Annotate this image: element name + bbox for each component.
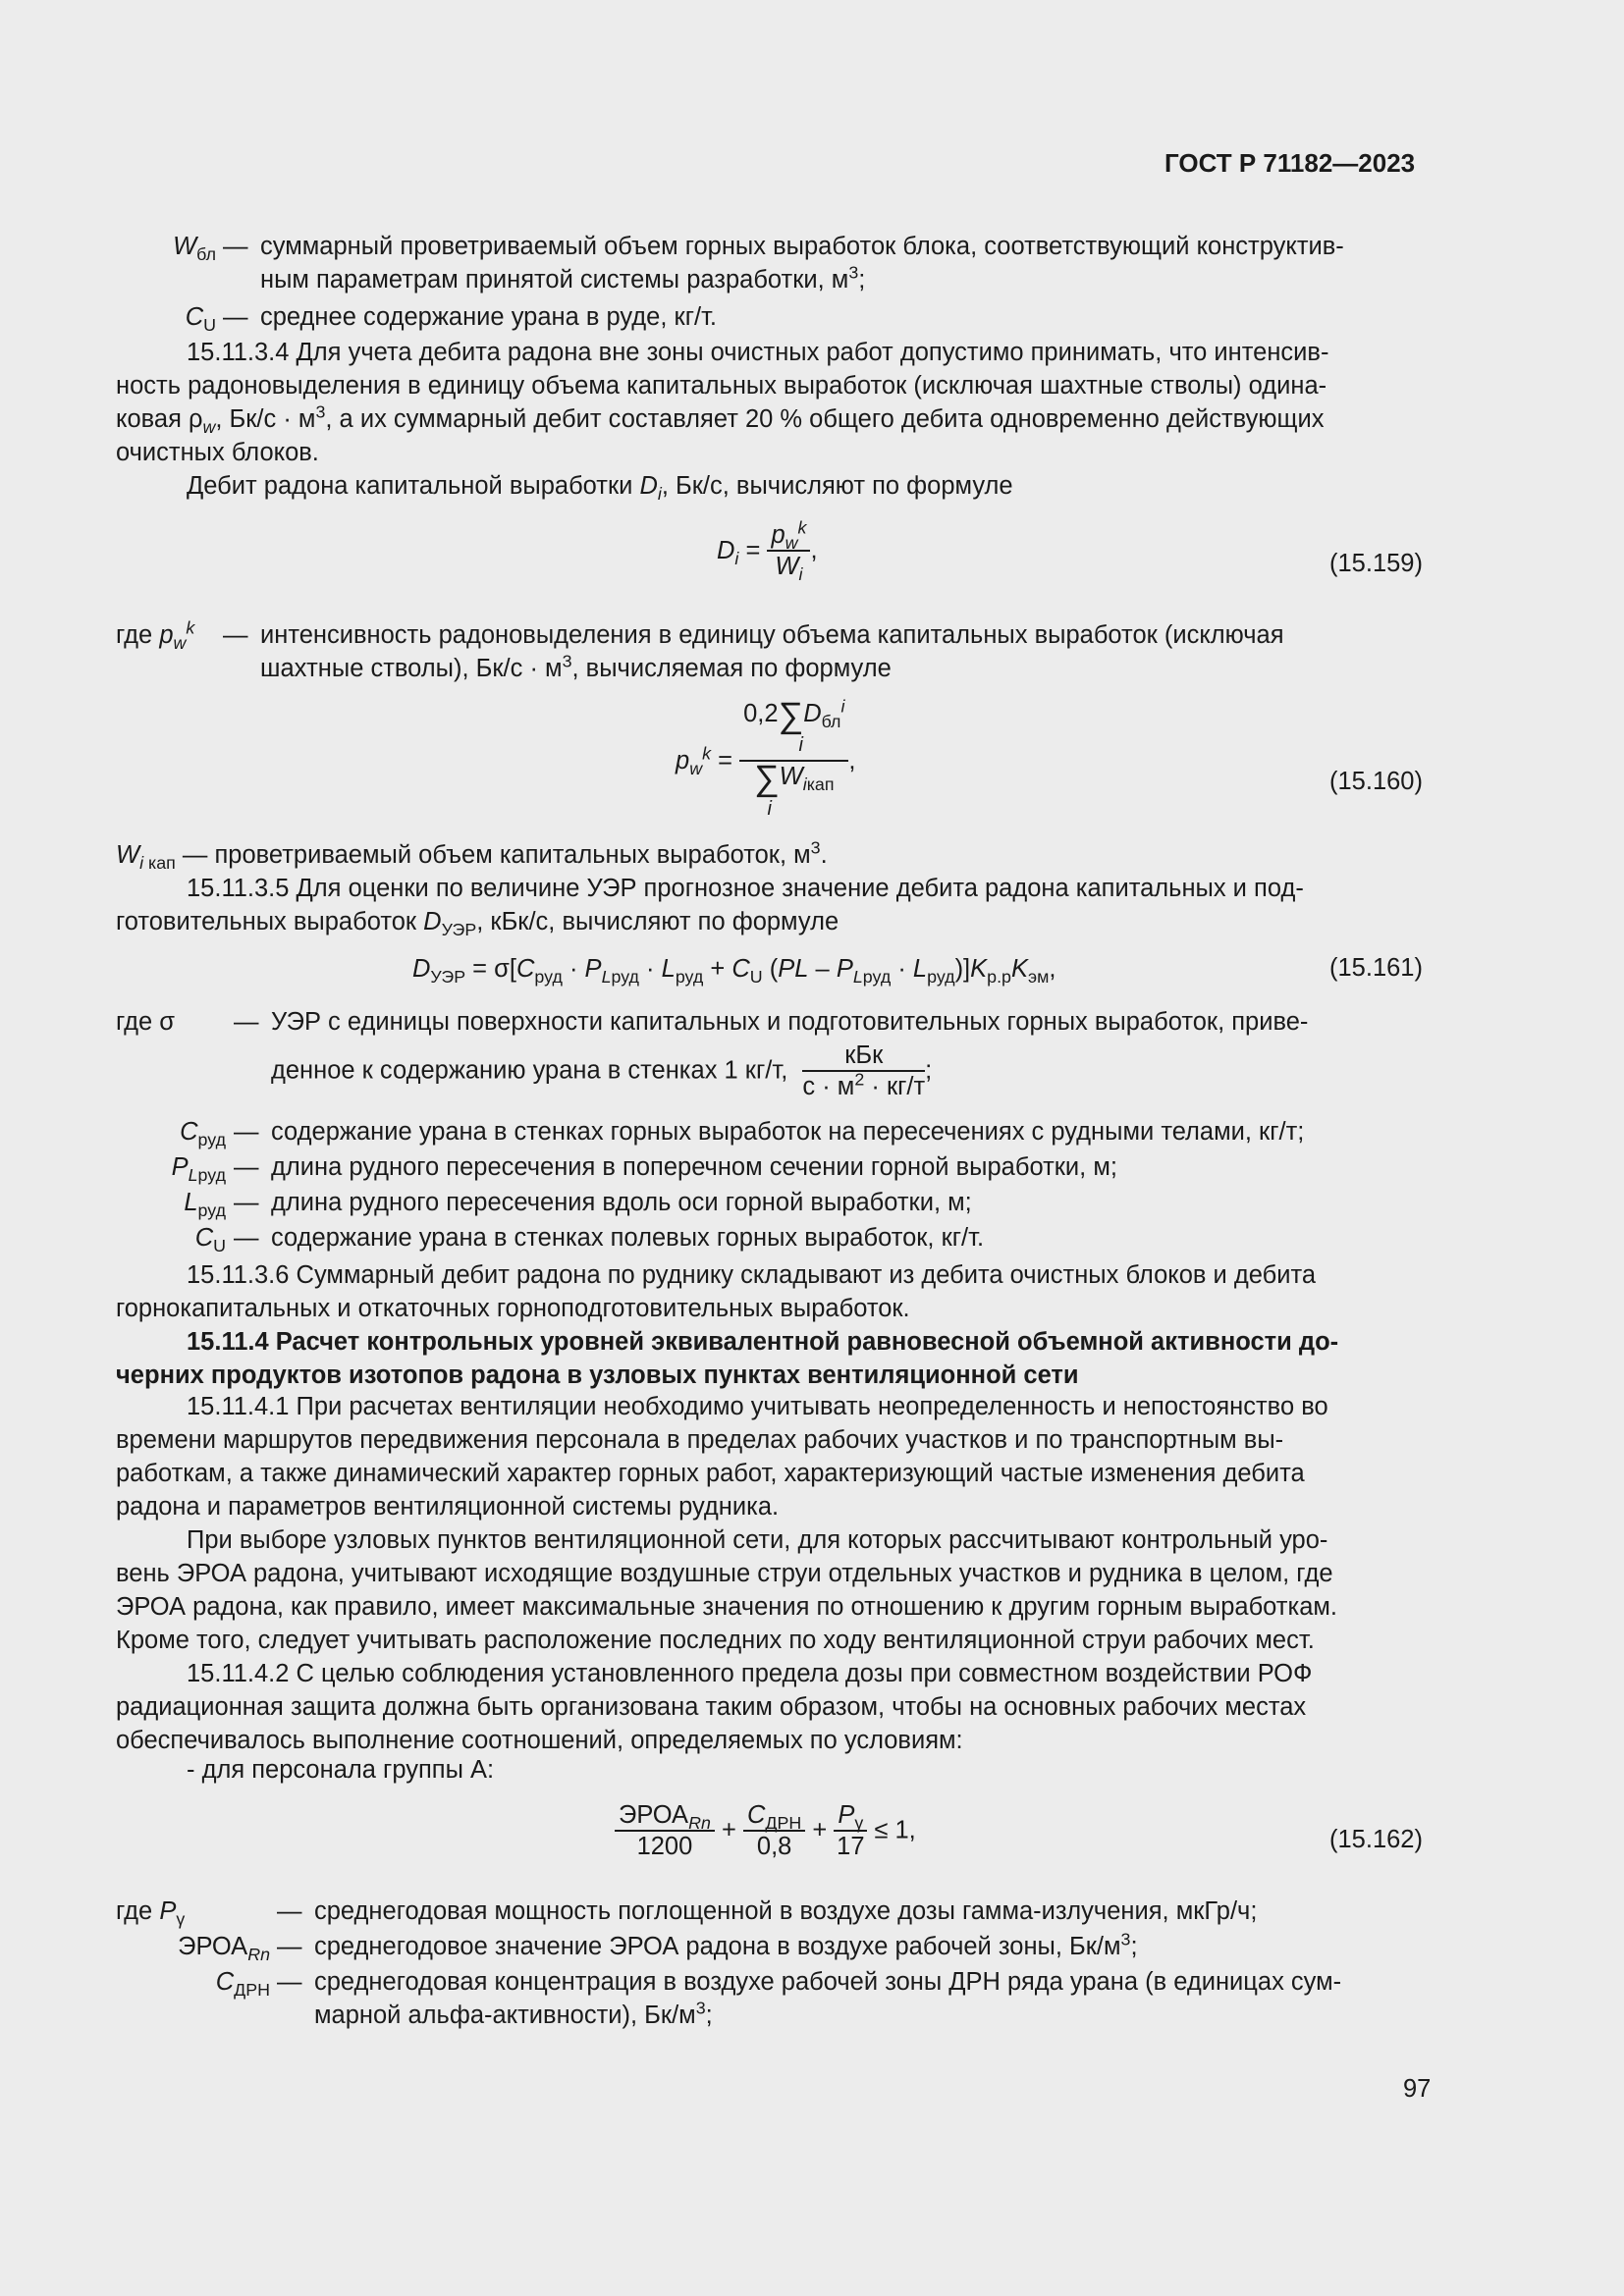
def-term-sigma: где σ (116, 1008, 176, 1036)
def-dash: — (223, 621, 248, 649)
def-text-crud: содержание урана в стенках горных выработок на пересечениях с рудными телами, кг/т; (271, 1118, 1305, 1146)
def-term-eroa: $ЭРОА_{Rn}$ (178, 1933, 270, 1965)
page-number: 97 (1403, 2075, 1432, 2103)
paragraph-group-a: - для персонала группы А: (187, 1756, 495, 1784)
paragraph-debit: Дебит радона капитальной выработки $D_i$, Бк/с, вычисляют по формуле (187, 472, 1013, 505)
def-dash: — (234, 1008, 259, 1036)
def-term-cu: $C_U$ (185, 303, 216, 336)
def-text-lrud: длина рудного пересечения вдоль оси горной выработки, м; (271, 1189, 972, 1216)
def-term-pwk: где $p_w^k$ (116, 617, 195, 654)
paragraph-node-choice: При выборе узловых пунктов вентиляционной сети, для которых рассчитывают контрольный уро- вень ЭРОА радона, учитывают исходящие воздушные струи отдельных участков и рудника в целом, где ЭРОА радона, как правило, имеет максимальные значения по отношению к другим горным выработкам. Кроме того, следует учитывать расположение последних по ходу вентиляционной струи рабочих мест. (116, 1526, 1337, 1654)
def-term-lrud: $L_{руд}$ (184, 1189, 226, 1221)
standard-header: ГОСТ Р 71182—2023 (1164, 148, 1416, 178)
def-text-pwk: интенсивность радоновыделения в единицу объема капитальных выработок (исключая шахтные стволы), $Бк/с \cdot м^3$, вычисляемая по формуле (260, 621, 1284, 682)
def-term-cdrn: $C_{ДРН}$ (215, 1968, 270, 2001)
def-dash: — (223, 303, 248, 331)
formula-15-159: $D_i$ = $\frac{p_w^k}{W_i}$ , (717, 517, 818, 585)
def-text-wbl: суммарный проветриваемый объем горных выработок блока, соответствующий конструктив- ным параметрам принятой системы разработки, $м^3$; (260, 233, 1344, 294)
paragraph-15-11-4-1: 15.11.4.1 При расчетах вентиляции необходимо учитывать неопределенность и непостоянство во времени маршрутов передвижения персонала в пределах рабочих участков и по транспортным вы- работкам, а также динамический характер горных работ, характеризующий частые изменения дебита радона и параметров вентиляционной системы рудника. (116, 1393, 1328, 1521)
def-text-cu2: содержание урана в стенках полевых горных выработок, кг/т. (271, 1224, 985, 1252)
formula-15-161: $D_{УЭР} = \sigma[C_{руд} \cdot P_{Lруд} \cdot L_{руд} + C_U$ $(PL - P_{Lруд} \cdot L_{руд})]K_{р.р}K_{эм}$, (412, 955, 1056, 988)
def-dash: — (223, 233, 248, 260)
formula-15-160: $p_w^k$ = $0,2\sum D_{бл}^i$ i $\sum W_{iкап}$ i , (676, 694, 856, 820)
equation-number-15-162: (15.162) (1329, 1826, 1423, 1853)
def-dash: — (277, 1897, 302, 1925)
def-text-pgamma: среднегодовая мощность поглощенной в воздухе дозы гамма-излучения, мкГр/ч; (314, 1897, 1258, 1925)
section-heading-15-11-4: 15.11.4 Расчет контрольных уровней эквивалентной равновесной объемной активности до- черних продуктов изотопов радона в узловых пунктах вентиляционной сети (116, 1328, 1339, 1389)
def-dash: — (234, 1153, 259, 1181)
def-term-wbl: $W_{бл}$ (173, 233, 216, 265)
def-dash: — (234, 1118, 259, 1146)
def-term-pgamma: где $P_\gamma$ (116, 1897, 186, 1930)
def-dash: — (234, 1224, 259, 1252)
def-text-cu: среднее содержание урана в руде, кг/т. (260, 303, 718, 331)
paragraph-15-11-3-6: 15.11.3.6 Суммарный дебит радона по руднику складывают из дебита очистных блоков и дебита горнокапитальных и откаточных горноподготовительных выработок. (116, 1261, 1317, 1322)
def-text-sigma-line2: денное к содержанию урана в стенках 1 кг/т, $\frac{\text{кБк}}{с \cdot м^2 \cdot кг/т}$ ; (271, 1041, 933, 1100)
paragraph-15-11-4-2: 15.11.4.2 С целью соблюдения установленного предела дозы при совместном воздействии РОФ радиационная защита должна быть организована таким образом, чтобы на основных рабочих местах обеспечивалось выполнение соотношений, определяемых по условиям: (116, 1660, 1313, 1754)
equation-number-15-161: (15.161) (1329, 954, 1423, 982)
paragraph-15-11-3-4: 15.11.3.4 Для учета дебита радона вне зоны очистных работ допустимо принимать, что интенсив- ность радоновыделения в единицу объема капитальных выработок (исключая шахтные стволы) одина- ковая $\rho_w$, $Бк/с \cdot м^3$, а их суммарный дебит составляет 20 % общего дебита одновременно действующих очистных блоков. (116, 339, 1329, 466)
def-term-plrud: $P_{Lруд}$ (171, 1153, 226, 1186)
def-text-eroa: среднегодовое значение ЭРОА радона в воздухе рабочей зоны, $Бк/м^3$; (314, 1929, 1138, 1960)
def-term-cu2: $C_U$ (194, 1224, 226, 1256)
equation-number-15-160: (15.160) (1329, 768, 1423, 795)
equation-number-15-159: (15.159) (1329, 550, 1423, 577)
def-text-cdrn: среднегодовая концентрация в воздухе рабочей зоны ДРН ряда урана (в единицах сум- марной альфа-активности), $Бк/м^3$; (314, 1968, 1342, 2029)
def-text-sigma: УЭР с единицы поверхности капитальных и подготовительных горных выработок, приве- (271, 1008, 1309, 1036)
paragraph-15-11-3-5: 15.11.3.5 Для оценки по величине УЭР прогнозное значение дебита радона капитальных и под- готовительных выработок $D_{УЭР}$, кБк/с, вычисляют по формуле (116, 875, 1304, 940)
formula-15-162: $\frac{ЭРОА_{Rn}}{1200}$ + $\frac{C_{ДРН}}{0,8}$ + $\frac{P_\gamma}{17}$ ≤ 1, (615, 1800, 916, 1861)
def-term-cruđ: $C_{руд}$ (180, 1118, 226, 1150)
def-text-plrud: длина рудного пересечения в поперечном сечении горной выработки, м; (271, 1153, 1117, 1181)
def-dash: — (277, 1968, 302, 1996)
def-dash: — (277, 1933, 302, 1960)
def-wikap: $W_{i кап}$ — проветриваемый объем капитальных выработок, $м^3$. (116, 837, 828, 874)
def-dash: — (234, 1189, 259, 1216)
